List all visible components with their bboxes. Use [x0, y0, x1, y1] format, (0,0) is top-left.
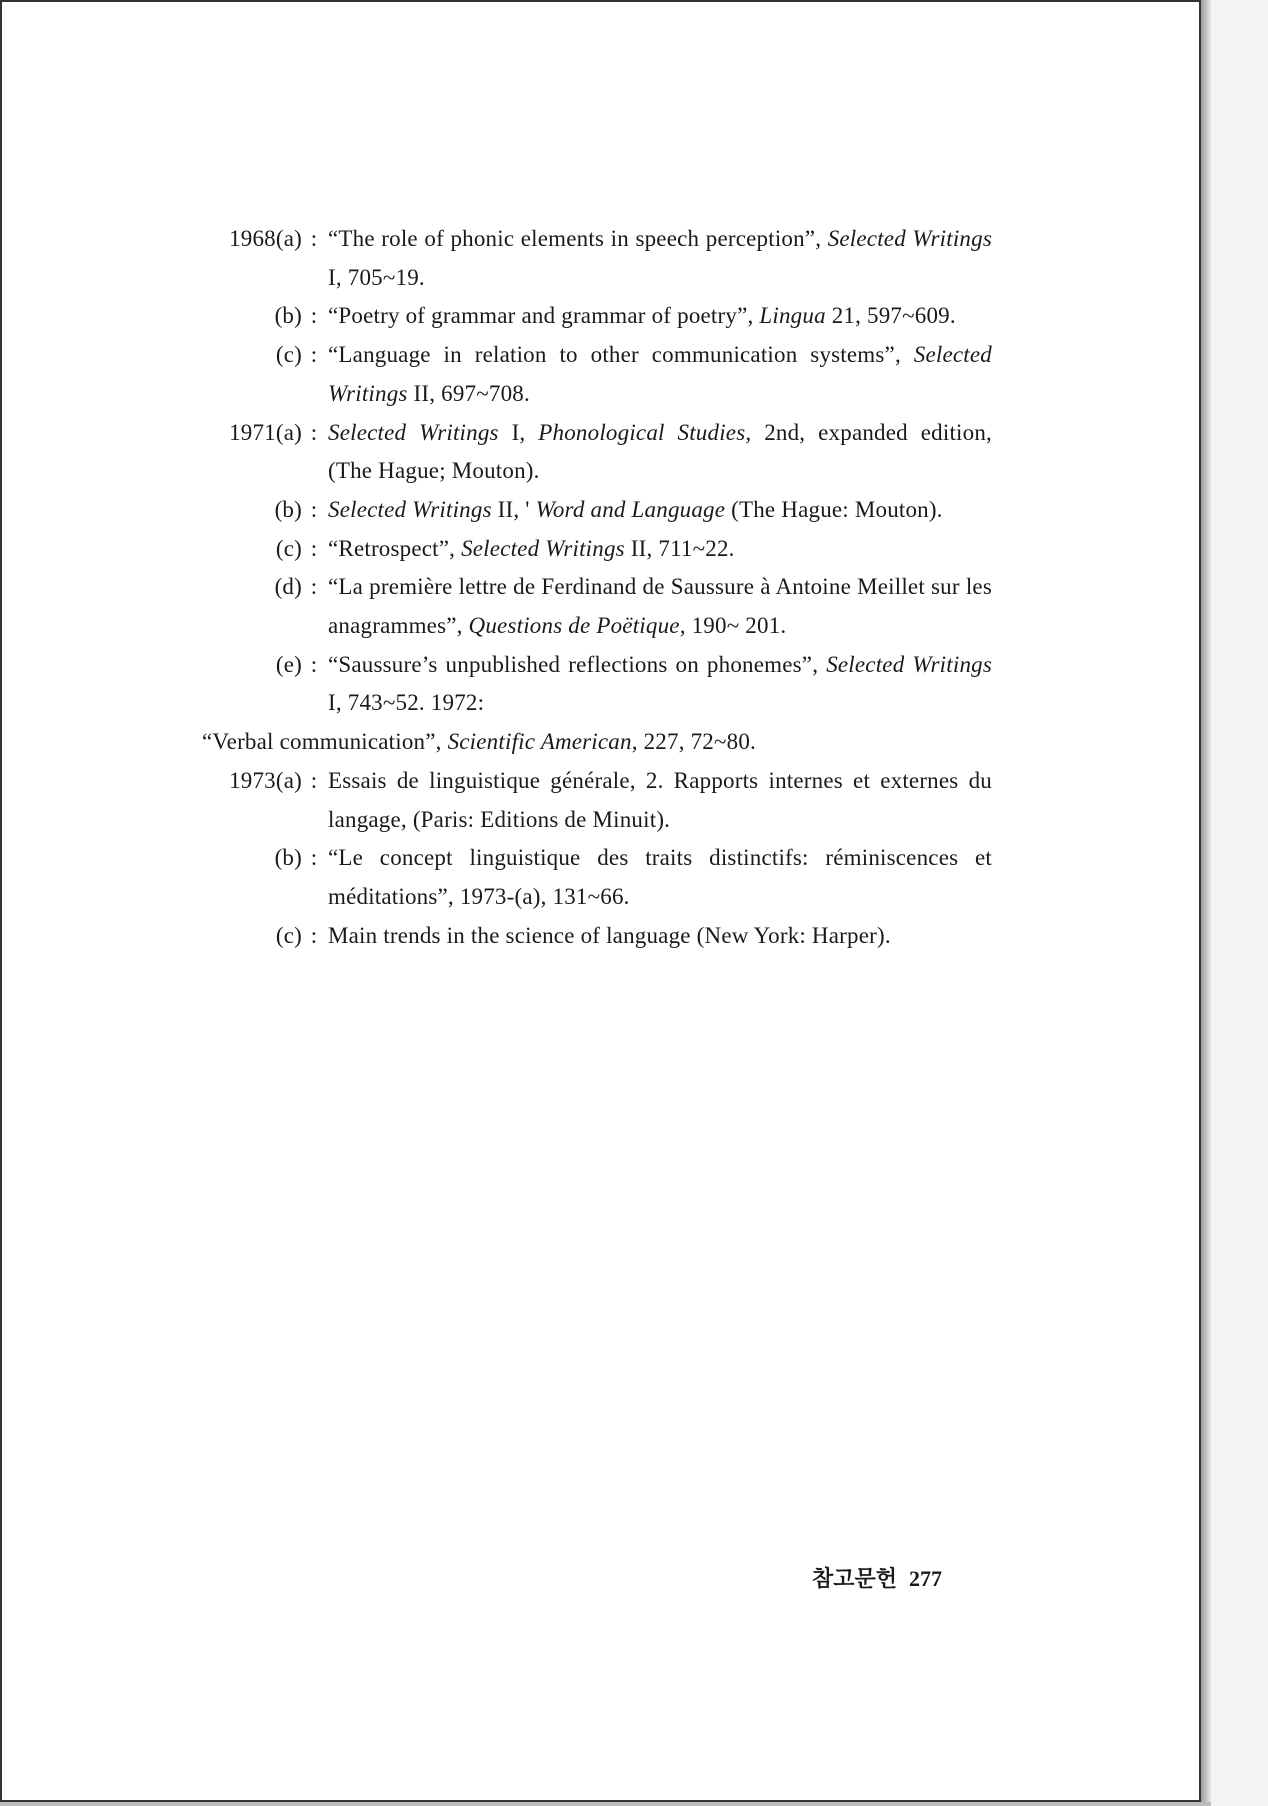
reference-text-part: II, ' — [491, 496, 536, 522]
reference-colon: : — [310, 922, 318, 948]
page-footer — [812, 1562, 942, 1593]
reference-label: 1973(a) — [229, 767, 302, 793]
reference-text — [322, 297, 992, 336]
reference-colon: : — [310, 767, 318, 793]
page-edge-shadow — [1201, 0, 1211, 1806]
reference-title-italic: Scientific American, — [447, 729, 638, 755]
reference-colon: : — [310, 303, 318, 329]
page-bottom-shadow — [0, 1802, 1211, 1806]
reference-entry — [202, 491, 992, 530]
reference-text — [322, 646, 992, 723]
reference-text — [322, 491, 992, 530]
viewer-background — [1211, 0, 1268, 1806]
reference-label: (b) — [274, 845, 302, 871]
reference-title-italic: Selected Writings — [328, 419, 499, 445]
reference-text — [322, 917, 992, 956]
reference-text-part: I, 705~19. — [328, 264, 425, 290]
reference-title-italic: Lingua — [759, 303, 826, 329]
reference-entry — [202, 336, 992, 413]
reference-title-italic: Selected Writings — [328, 342, 992, 406]
reference-entry — [202, 568, 992, 645]
reference-text-part: Main trends in the science of language (New York: Harper). — [328, 922, 891, 948]
reference-colon: : — [310, 845, 318, 871]
reference-colon: : — [310, 226, 318, 251]
reference-text-part: I, — [498, 419, 539, 445]
reference-text-part: 21, 597~609. — [825, 303, 956, 329]
reference-entry — [202, 646, 992, 723]
reference-colon: : — [310, 496, 318, 522]
reference-title-italic: Questions de Poëtique, — [468, 613, 686, 639]
reference-text-part: II, 711~22. — [624, 535, 735, 561]
reference-text-part: 2nd, expanded edition, (The Hague; Mouton). — [328, 419, 992, 484]
reference-label: 1971(a) — [229, 419, 302, 445]
reference-colon: : — [310, 419, 318, 445]
reference-text — [322, 568, 992, 645]
reference-text-part: 190~ 201. — [685, 613, 787, 639]
reference-colon: : — [310, 535, 318, 561]
reference-text-part: “Language in relation to other communication systems”, — [328, 342, 914, 368]
reference-title-italic: Selected Writings — [461, 535, 625, 561]
reference-colon: : — [310, 342, 318, 368]
reference-entry — [202, 220, 992, 297]
reference-label: (c) — [275, 342, 302, 368]
reference-entry — [202, 297, 992, 336]
reference-label: (b) — [274, 496, 302, 522]
reference-colon: : — [310, 651, 318, 677]
reference-text-part: “La première lettre de Ferdinand de Saussure à Antoine Meillet sur les anagrammes”, — [328, 574, 992, 639]
reference-text — [322, 530, 992, 569]
reference-label: (d) — [274, 574, 302, 600]
reference-list — [202, 220, 992, 955]
reference-text-part: “Retrospect”, — [328, 535, 462, 561]
reference-text-part: “The role of phonic elements in speech perception”, — [328, 226, 828, 251]
reference-entry — [202, 414, 992, 491]
reference-text-part: II, 697~708. — [407, 380, 530, 406]
reference-title-italic: Phonological Studies, — [538, 419, 752, 445]
reference-text-part: “Le concept linguistique des traits distinctifs: réminiscences et méditations”, 1973-(a), 131~66. — [328, 845, 992, 909]
reference-entry — [202, 762, 992, 839]
reference-text-part: (The Hague: Mouton). — [725, 496, 943, 522]
reference-text — [322, 336, 992, 413]
reference-text-part: I, 743~52. 1972: — [328, 690, 485, 716]
reference-colon: : — [310, 574, 318, 600]
reference-label: (c) — [275, 922, 302, 948]
reference-title-italic: Selected Writings — [826, 651, 992, 677]
reference-entry — [202, 917, 992, 956]
reference-label: (e) — [275, 651, 302, 677]
reference-text — [322, 414, 992, 491]
footer-section-title: 참고문헌 — [812, 1566, 898, 1591]
page-number: 277 — [909, 1566, 943, 1591]
reference-entry — [202, 530, 992, 569]
reference-text-part: 227, 72~80. — [637, 729, 756, 755]
reference-label: (c) — [275, 535, 302, 561]
reference-entry — [202, 839, 992, 916]
reference-title-italic: Word and Language — [535, 496, 726, 522]
reference-label: (b) — [274, 303, 302, 329]
reference-text — [322, 762, 992, 839]
reference-entry — [202, 723, 992, 762]
reference-label: 1968(a) — [229, 226, 302, 251]
reference-text-part: Essais de linguistique générale, 2. Rapports internes et externes du langage, (Paris: Editions de Minuit). — [328, 767, 992, 832]
reference-text-part: “Poetry of grammar and grammar of poetry”, — [328, 303, 760, 329]
reference-title-italic: Selected Writings — [328, 496, 492, 522]
reference-text-part: “Verbal communication”, — [202, 729, 448, 755]
reference-text-part: “Saussure’s unpublished reflections on phonemes”, — [328, 651, 827, 677]
reference-title-italic: Selected Writings — [827, 226, 992, 251]
reference-text — [322, 839, 992, 916]
reference-text — [322, 220, 992, 297]
